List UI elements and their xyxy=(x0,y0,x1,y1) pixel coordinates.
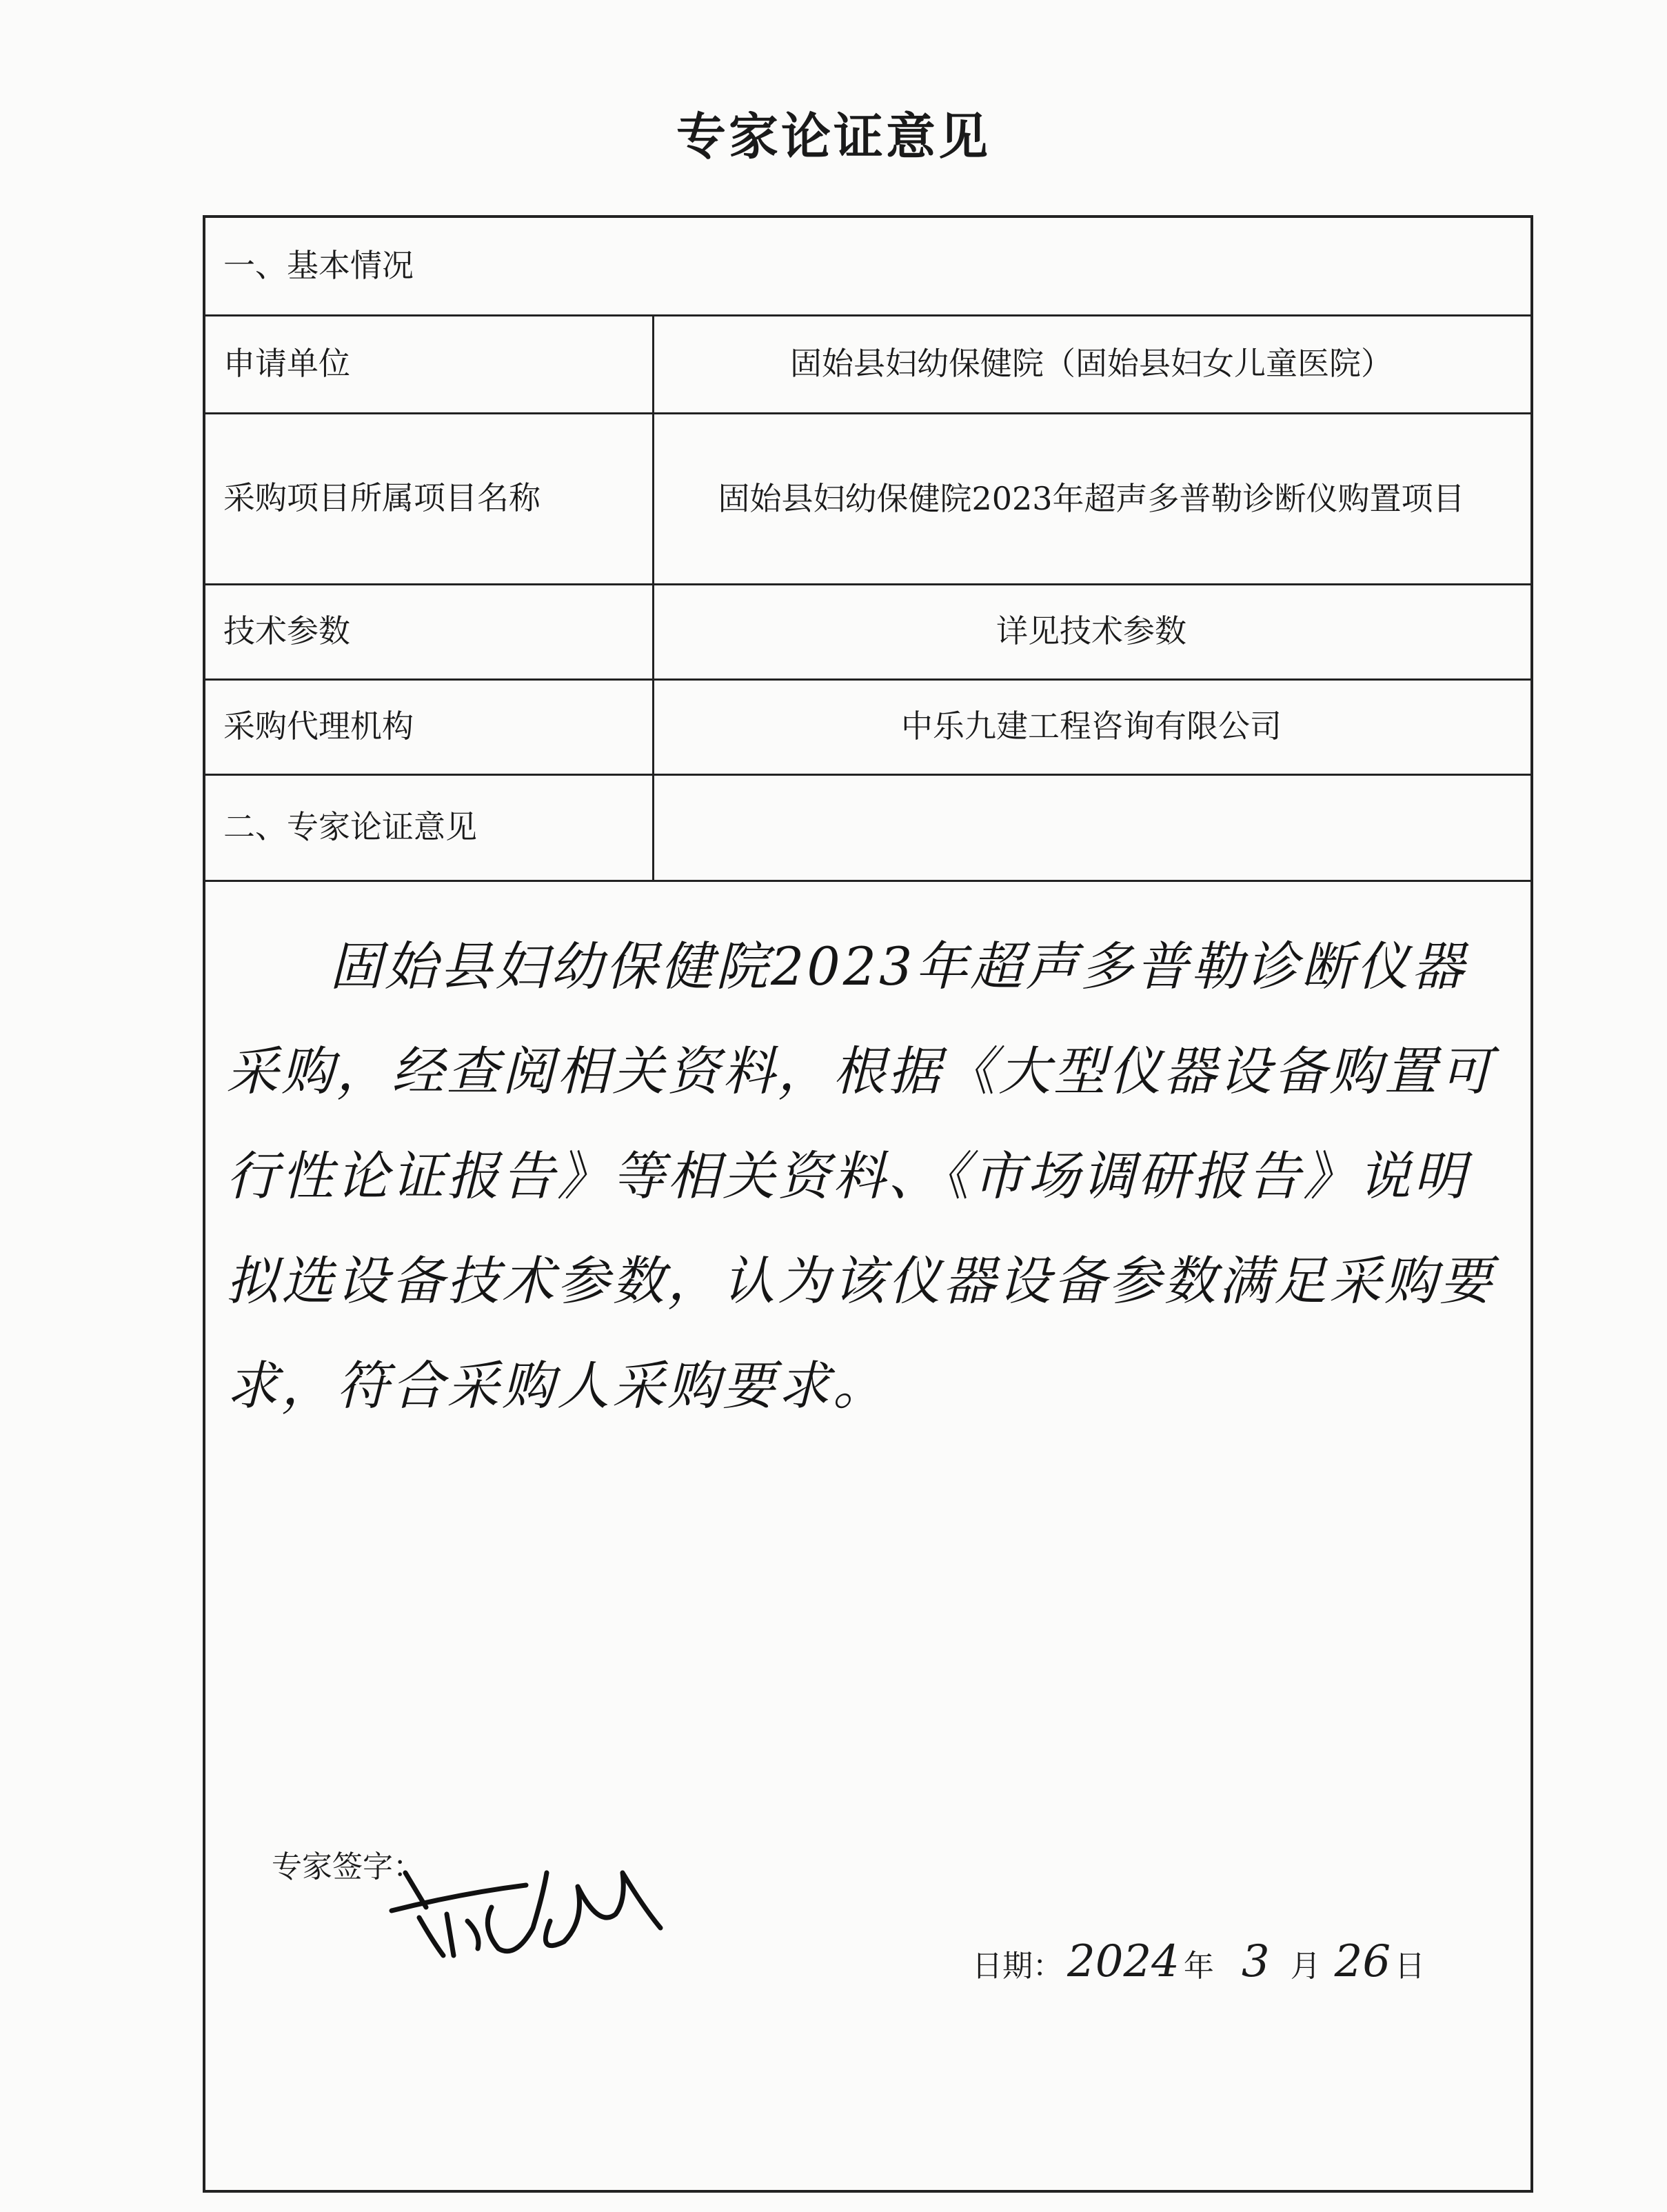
date-year-unit: 年 xyxy=(1183,1949,1214,1984)
date-year: 2024 xyxy=(1067,1936,1180,1987)
project-name-label: 采购项目所属项目名称 xyxy=(223,479,540,517)
agency-label: 采购代理机构 xyxy=(223,707,414,745)
tech-params-value: 详见技术参数 xyxy=(996,612,1186,650)
date-month-unit: 月 xyxy=(1290,1949,1321,1984)
date-line xyxy=(972,1936,1425,1987)
applicant-value: 固始县妇幼保健院（固始县妇女儿童医院） xyxy=(790,345,1393,383)
signature-label: 专家签字： xyxy=(272,1849,423,1884)
row-divider xyxy=(205,880,1530,882)
tech-params-label: 技术参数 xyxy=(223,612,350,650)
section-basic-info-heading: 一、基本情况 xyxy=(223,247,414,285)
handwritten-signature xyxy=(378,1845,667,1962)
date-day-unit: 日 xyxy=(1395,1949,1426,1984)
project-name-value: 固始县妇幼保健院2023年超声多普勒诊断仪购置项目 xyxy=(718,479,1465,517)
agency-value: 中乐九建工程咨询有限公司 xyxy=(901,707,1282,745)
section-expert-opinion-heading: 二、专家论证意见 xyxy=(223,808,477,846)
opinion-form xyxy=(203,215,1533,2193)
applicant-label: 申请单位 xyxy=(223,345,350,383)
date-day: 26 xyxy=(1334,1936,1391,1987)
date-month: 3 xyxy=(1241,1936,1270,1987)
date-label: 日期： xyxy=(972,1949,1063,1984)
handwritten-opinion: 固始县妇幼保健院2023年超声多普勒诊断仪器采购，经查阅相关资料，根据《大型仪器设备购置可行性论证报告》等相关资料、《市场调研报告》说明拟选设备技术参数，认为该仪器设备参数满足采购要求，符合采购人采购要求。 xyxy=(226,936,1495,1416)
document-title: 专家论证意见 xyxy=(676,108,991,165)
